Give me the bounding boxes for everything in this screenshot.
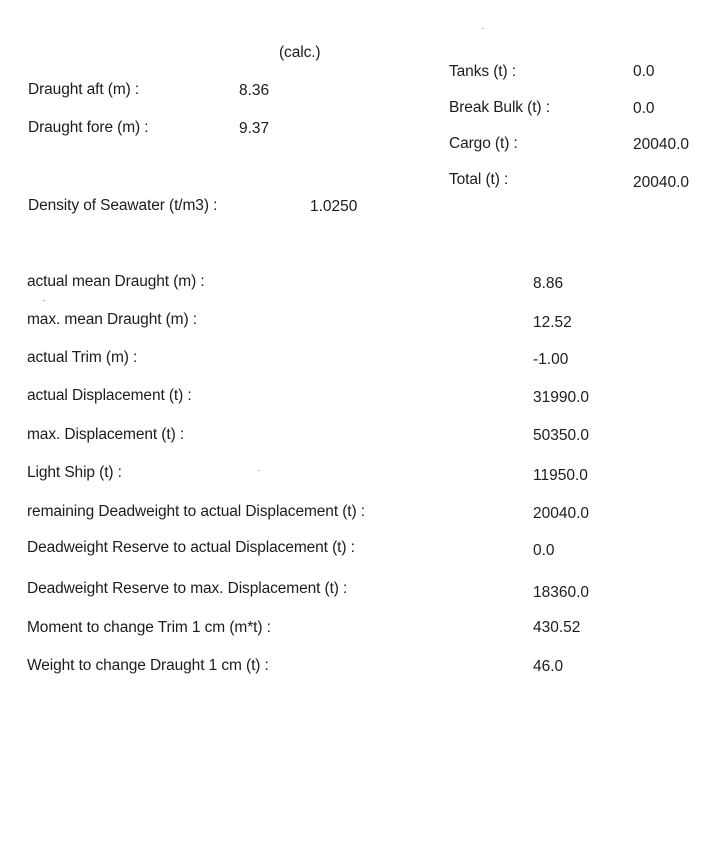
tanks-label: Tanks (t) :: [449, 63, 516, 80]
draught-aft-label: Draught aft (m) :: [28, 81, 140, 98]
result-label: remaining Deadweight to actual Displacement (t) :: [27, 503, 365, 520]
result-label: Deadweight Reserve to max. Displacement (t) :: [27, 580, 348, 597]
total-value: 20040.0: [633, 174, 690, 191]
result-value: 46.0: [533, 658, 564, 675]
total-label: Total (t) :: [449, 171, 509, 188]
result-label: Deadweight Reserve to actual Displacement (t) :: [27, 539, 355, 556]
scan-speck: [258, 470, 260, 471]
calc-label: (calc.): [279, 44, 321, 61]
result-value: 11950.0: [533, 467, 588, 484]
result-value: 8.86: [533, 275, 564, 292]
draught-fore-value: 9.37: [239, 120, 270, 137]
tanks-value: 0.0: [633, 63, 655, 80]
draught-aft-value: 8.36: [239, 82, 270, 99]
result-label: max. mean Draught (m) :: [27, 311, 197, 328]
result-label: Light Ship (t) :: [27, 464, 122, 481]
result-value: 12.52: [533, 314, 572, 331]
result-label: actual Trim (m) :: [27, 349, 138, 366]
result-label: Moment to change Trim 1 cm (m*t) :: [27, 619, 271, 636]
scan-speck: [43, 300, 45, 301]
result-value: 18360.0: [533, 584, 590, 601]
cargo-label: Cargo (t) :: [449, 135, 518, 152]
density-label: Density of Seawater (t/m3) :: [28, 197, 218, 214]
result-label: Weight to change Draught 1 cm (t) :: [27, 657, 269, 674]
break-bulk-label: Break Bulk (t) :: [449, 99, 550, 116]
cargo-value: 20040.0: [633, 136, 690, 153]
result-value: 31990.0: [533, 389, 590, 406]
result-label: actual Displacement (t) :: [27, 387, 192, 404]
result-label: max. Displacement (t) :: [27, 426, 185, 443]
result-label: actual mean Draught (m) :: [27, 273, 205, 290]
scan-speck: [482, 28, 484, 29]
result-value: 50350.0: [533, 427, 590, 444]
result-value: -1.00: [533, 351, 569, 368]
result-value: 430.52: [533, 619, 581, 636]
density-value: 1.0250: [310, 198, 358, 215]
result-value: 20040.0: [533, 505, 590, 522]
break-bulk-value: 0.0: [633, 100, 655, 117]
draught-fore-label: Draught fore (m) :: [28, 119, 149, 136]
result-value: 0.0: [533, 542, 555, 559]
